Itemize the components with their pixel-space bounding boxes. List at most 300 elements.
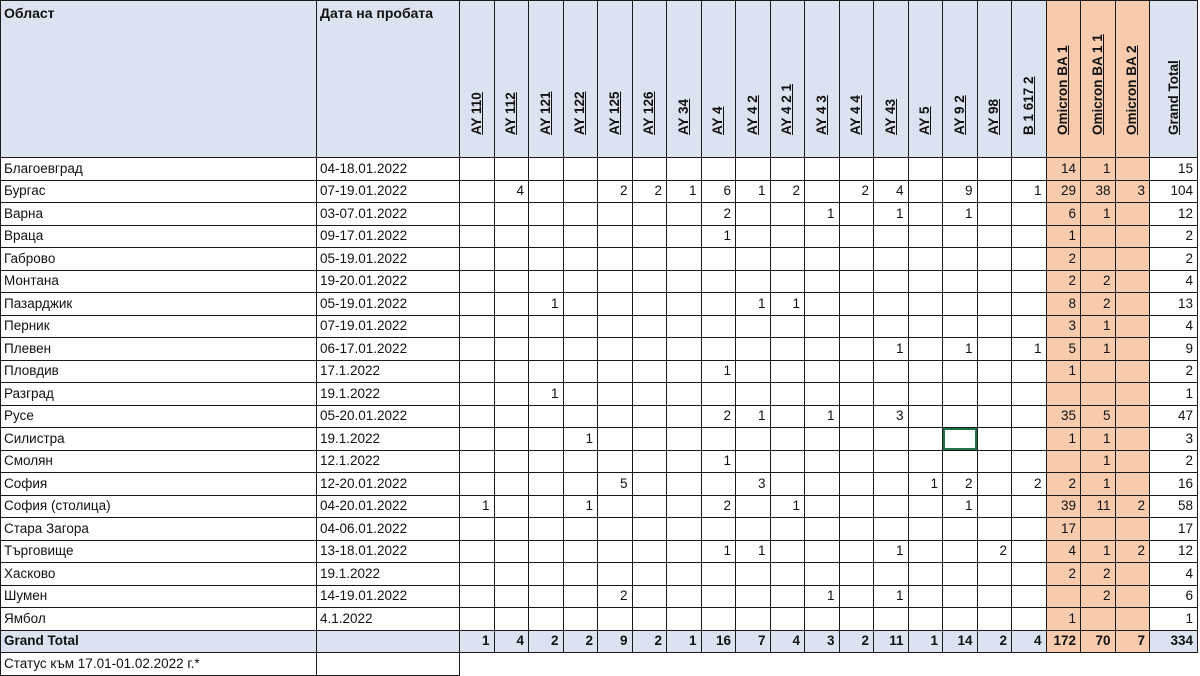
count-cell[interactable] xyxy=(632,203,667,226)
count-cell[interactable]: 1 xyxy=(563,495,598,518)
count-cell[interactable] xyxy=(805,248,840,271)
count-cell[interactable] xyxy=(874,495,909,518)
count-cell[interactable] xyxy=(460,315,495,338)
count-cell[interactable] xyxy=(598,405,633,428)
count-cell[interactable] xyxy=(632,270,667,293)
count-cell[interactable] xyxy=(977,608,1012,631)
count-cell[interactable] xyxy=(667,315,702,338)
count-cell[interactable] xyxy=(943,518,978,541)
count-cell[interactable] xyxy=(839,383,874,406)
count-cell[interactable] xyxy=(460,293,495,316)
count-cell[interactable] xyxy=(494,450,529,473)
count-cell[interactable] xyxy=(632,360,667,383)
count-cell[interactable] xyxy=(977,383,1012,406)
count-cell[interactable] xyxy=(598,608,633,631)
count-cell[interactable]: 1 xyxy=(1081,338,1116,361)
count-cell[interactable] xyxy=(736,518,771,541)
count-cell[interactable] xyxy=(805,383,840,406)
grand-total-cell[interactable]: 334 xyxy=(1150,630,1198,653)
region-cell[interactable]: Монтана xyxy=(1,270,317,293)
count-cell[interactable] xyxy=(529,473,564,496)
count-cell[interactable]: 2 xyxy=(1046,248,1081,271)
variant-header[interactable] xyxy=(770,1,805,158)
count-cell[interactable] xyxy=(632,473,667,496)
count-cell[interactable]: 9 xyxy=(943,180,978,203)
count-cell[interactable]: 1 xyxy=(460,495,495,518)
count-cell[interactable] xyxy=(460,270,495,293)
date-cell[interactable]: 09-17.01.2022 xyxy=(317,225,460,248)
count-cell[interactable] xyxy=(494,383,529,406)
count-cell[interactable]: 1 xyxy=(1081,540,1116,563)
grand-total-cell[interactable]: 58 xyxy=(1150,495,1198,518)
count-cell[interactable]: 35 xyxy=(1046,405,1081,428)
count-cell[interactable]: 3 xyxy=(1115,180,1150,203)
count-cell[interactable] xyxy=(805,315,840,338)
count-cell[interactable] xyxy=(805,540,840,563)
count-cell[interactable] xyxy=(667,563,702,586)
count-cell[interactable] xyxy=(736,585,771,608)
count-cell[interactable] xyxy=(908,203,943,226)
count-cell[interactable]: 14 xyxy=(1046,158,1081,181)
count-cell[interactable] xyxy=(874,270,909,293)
count-cell[interactable]: 1 xyxy=(1081,450,1116,473)
count-cell[interactable] xyxy=(1115,473,1150,496)
count-cell[interactable] xyxy=(977,225,1012,248)
count-cell[interactable] xyxy=(874,315,909,338)
count-cell[interactable] xyxy=(632,338,667,361)
count-cell[interactable] xyxy=(460,248,495,271)
count-cell[interactable]: 1 xyxy=(874,540,909,563)
count-cell[interactable] xyxy=(874,450,909,473)
date-cell[interactable]: 05-19.01.2022 xyxy=(317,293,460,316)
count-cell[interactable]: 2 xyxy=(1115,540,1150,563)
count-cell[interactable] xyxy=(874,225,909,248)
variant-header[interactable] xyxy=(874,1,909,158)
count-cell[interactable]: 2 xyxy=(943,473,978,496)
count-cell[interactable] xyxy=(667,248,702,271)
count-cell[interactable] xyxy=(943,450,978,473)
count-cell[interactable]: 2 xyxy=(1081,585,1116,608)
count-cell[interactable] xyxy=(908,585,943,608)
region-cell[interactable]: Ямбол xyxy=(1,608,317,631)
count-cell[interactable] xyxy=(908,270,943,293)
count-cell[interactable] xyxy=(494,428,529,451)
count-cell[interactable] xyxy=(805,338,840,361)
date-cell[interactable]: 04-20.01.2022 xyxy=(317,495,460,518)
count-cell[interactable]: 9 xyxy=(598,630,633,653)
count-cell[interactable]: 1 xyxy=(701,450,736,473)
count-cell[interactable] xyxy=(770,270,805,293)
count-cell[interactable] xyxy=(908,225,943,248)
count-cell[interactable] xyxy=(977,405,1012,428)
count-cell[interactable] xyxy=(494,608,529,631)
variant-header[interactable] xyxy=(494,1,529,158)
count-cell[interactable] xyxy=(839,225,874,248)
count-cell[interactable] xyxy=(1115,225,1150,248)
count-cell[interactable]: 5 xyxy=(1046,338,1081,361)
count-cell[interactable] xyxy=(701,563,736,586)
count-cell[interactable]: 1 xyxy=(1081,203,1116,226)
count-cell[interactable] xyxy=(494,540,529,563)
region-cell[interactable]: Перник xyxy=(1,315,317,338)
count-cell[interactable]: 1 xyxy=(667,630,702,653)
count-cell[interactable]: 39 xyxy=(1046,495,1081,518)
count-cell[interactable] xyxy=(839,293,874,316)
count-cell[interactable] xyxy=(667,450,702,473)
count-cell[interactable] xyxy=(563,293,598,316)
count-cell[interactable] xyxy=(563,360,598,383)
count-cell[interactable] xyxy=(943,405,978,428)
count-cell[interactable] xyxy=(943,383,978,406)
count-cell[interactable] xyxy=(736,158,771,181)
count-cell[interactable] xyxy=(805,360,840,383)
count-cell[interactable]: 2 xyxy=(1115,495,1150,518)
count-cell[interactable] xyxy=(460,540,495,563)
count-cell[interactable]: 2 xyxy=(1046,270,1081,293)
count-cell[interactable] xyxy=(563,518,598,541)
count-cell[interactable]: 3 xyxy=(736,473,771,496)
region-cell[interactable]: Враца xyxy=(1,225,317,248)
region-cell[interactable]: Плевен xyxy=(1,338,317,361)
count-cell[interactable] xyxy=(977,563,1012,586)
count-cell[interactable]: 1 xyxy=(701,225,736,248)
count-cell[interactable] xyxy=(563,540,598,563)
count-cell[interactable] xyxy=(632,383,667,406)
grand-total-cell[interactable]: 6 xyxy=(1150,585,1198,608)
count-cell[interactable]: 1 xyxy=(701,540,736,563)
count-cell[interactable] xyxy=(632,248,667,271)
count-cell[interactable] xyxy=(736,360,771,383)
count-cell[interactable] xyxy=(908,405,943,428)
count-cell[interactable]: 2 xyxy=(770,180,805,203)
count-cell[interactable]: 1 xyxy=(736,540,771,563)
count-cell[interactable] xyxy=(770,428,805,451)
count-cell[interactable] xyxy=(1115,563,1150,586)
count-cell[interactable] xyxy=(874,608,909,631)
count-cell[interactable] xyxy=(632,450,667,473)
count-cell[interactable] xyxy=(563,473,598,496)
count-cell[interactable] xyxy=(839,563,874,586)
count-cell[interactable]: 1 xyxy=(874,203,909,226)
count-cell[interactable] xyxy=(1115,360,1150,383)
count-cell[interactable]: 2 xyxy=(701,405,736,428)
count-cell[interactable]: 1 xyxy=(805,405,840,428)
count-cell[interactable] xyxy=(977,248,1012,271)
count-cell[interactable] xyxy=(770,360,805,383)
count-cell[interactable] xyxy=(1012,563,1047,586)
count-cell[interactable] xyxy=(494,315,529,338)
count-cell[interactable] xyxy=(977,180,1012,203)
count-cell[interactable]: 2 xyxy=(1046,563,1081,586)
count-cell[interactable] xyxy=(874,473,909,496)
variant-header[interactable] xyxy=(460,1,495,158)
count-cell[interactable]: 2 xyxy=(1081,563,1116,586)
count-cell[interactable] xyxy=(1012,608,1047,631)
variant-header[interactable] xyxy=(1046,1,1081,158)
count-cell[interactable]: 1 xyxy=(1081,428,1116,451)
count-cell[interactable] xyxy=(839,518,874,541)
count-cell[interactable]: 70 xyxy=(1081,630,1116,653)
region-cell[interactable]: Благоевград xyxy=(1,158,317,181)
count-cell[interactable] xyxy=(770,405,805,428)
grand-total-cell[interactable]: 2 xyxy=(1150,248,1198,271)
grand-total-cell[interactable]: 4 xyxy=(1150,315,1198,338)
count-cell[interactable] xyxy=(977,450,1012,473)
count-cell[interactable] xyxy=(667,270,702,293)
count-cell[interactable] xyxy=(736,383,771,406)
count-cell[interactable] xyxy=(667,473,702,496)
count-cell[interactable] xyxy=(839,270,874,293)
count-cell[interactable] xyxy=(494,203,529,226)
count-cell[interactable] xyxy=(667,585,702,608)
count-cell[interactable] xyxy=(1115,338,1150,361)
count-cell[interactable] xyxy=(1115,293,1150,316)
count-cell[interactable] xyxy=(529,180,564,203)
count-cell[interactable] xyxy=(736,338,771,361)
count-cell[interactable] xyxy=(839,585,874,608)
grand-total-cell[interactable]: 104 xyxy=(1150,180,1198,203)
count-cell[interactable] xyxy=(529,563,564,586)
count-cell[interactable]: 2 xyxy=(1081,293,1116,316)
count-cell[interactable] xyxy=(529,315,564,338)
count-cell[interactable] xyxy=(632,428,667,451)
count-cell[interactable] xyxy=(563,203,598,226)
count-cell[interactable] xyxy=(598,540,633,563)
count-cell[interactable] xyxy=(839,405,874,428)
count-cell[interactable]: 38 xyxy=(1081,180,1116,203)
count-cell[interactable]: 1 xyxy=(943,338,978,361)
count-cell[interactable]: 1 xyxy=(1081,315,1116,338)
count-cell[interactable] xyxy=(874,563,909,586)
count-cell[interactable] xyxy=(736,270,771,293)
count-cell[interactable] xyxy=(805,158,840,181)
count-cell[interactable] xyxy=(943,270,978,293)
grand-total-label[interactable]: Grand Total xyxy=(1,630,317,653)
count-cell[interactable] xyxy=(460,428,495,451)
count-cell[interactable]: 2 xyxy=(598,585,633,608)
date-cell[interactable]: 17.1.2022 xyxy=(317,360,460,383)
count-cell[interactable]: 3 xyxy=(805,630,840,653)
count-cell[interactable] xyxy=(460,180,495,203)
count-cell[interactable]: 2 xyxy=(1046,473,1081,496)
count-cell[interactable] xyxy=(563,450,598,473)
count-cell[interactable] xyxy=(598,428,633,451)
count-cell[interactable]: 4 xyxy=(874,180,909,203)
region-cell[interactable]: Търговище xyxy=(1,540,317,563)
count-cell[interactable] xyxy=(701,270,736,293)
date-cell[interactable]: 05-19.01.2022 xyxy=(317,248,460,271)
count-cell[interactable] xyxy=(805,270,840,293)
count-cell[interactable] xyxy=(874,428,909,451)
count-cell[interactable] xyxy=(529,270,564,293)
count-cell[interactable] xyxy=(598,360,633,383)
count-cell[interactable] xyxy=(839,450,874,473)
count-cell[interactable] xyxy=(529,158,564,181)
count-cell[interactable] xyxy=(770,563,805,586)
count-cell[interactable] xyxy=(598,293,633,316)
count-cell[interactable] xyxy=(1081,225,1116,248)
count-cell[interactable] xyxy=(736,608,771,631)
date-cell[interactable]: 05-20.01.2022 xyxy=(317,405,460,428)
variant-header[interactable] xyxy=(736,1,771,158)
count-cell[interactable] xyxy=(598,203,633,226)
count-cell[interactable] xyxy=(908,383,943,406)
grand-total-cell[interactable]: 4 xyxy=(1150,270,1198,293)
variant-header[interactable] xyxy=(667,1,702,158)
count-cell[interactable] xyxy=(1012,495,1047,518)
count-cell[interactable]: 29 xyxy=(1046,180,1081,203)
date-cell[interactable]: 19.1.2022 xyxy=(317,563,460,586)
count-cell[interactable] xyxy=(1012,203,1047,226)
count-cell[interactable] xyxy=(977,428,1012,451)
count-cell[interactable] xyxy=(701,315,736,338)
count-cell[interactable] xyxy=(736,450,771,473)
count-cell[interactable] xyxy=(874,383,909,406)
count-cell[interactable] xyxy=(529,360,564,383)
count-cell[interactable] xyxy=(1081,383,1116,406)
grand-total-cell[interactable]: 3 xyxy=(1150,428,1198,451)
count-cell[interactable] xyxy=(1012,518,1047,541)
count-cell[interactable] xyxy=(598,158,633,181)
count-cell[interactable] xyxy=(977,315,1012,338)
count-cell[interactable]: 4 xyxy=(770,630,805,653)
count-cell[interactable] xyxy=(908,360,943,383)
count-cell[interactable]: 2 xyxy=(529,630,564,653)
count-cell[interactable] xyxy=(667,225,702,248)
count-cell[interactable] xyxy=(667,405,702,428)
count-cell[interactable] xyxy=(460,450,495,473)
count-cell[interactable] xyxy=(632,518,667,541)
count-cell[interactable]: 7 xyxy=(736,630,771,653)
region-cell[interactable]: Пловдив xyxy=(1,360,317,383)
count-cell[interactable] xyxy=(770,383,805,406)
region-cell[interactable]: Разград xyxy=(1,383,317,406)
count-cell[interactable] xyxy=(529,585,564,608)
count-cell[interactable]: 2 xyxy=(701,495,736,518)
grand-total-cell[interactable]: 9 xyxy=(1150,338,1198,361)
count-cell[interactable] xyxy=(701,293,736,316)
count-cell[interactable] xyxy=(460,585,495,608)
region-cell[interactable]: София xyxy=(1,473,317,496)
count-cell[interactable] xyxy=(770,225,805,248)
count-cell[interactable] xyxy=(598,450,633,473)
count-cell[interactable]: 1 xyxy=(667,180,702,203)
count-cell[interactable]: 1 xyxy=(1081,158,1116,181)
grand-total-cell[interactable]: 17 xyxy=(1150,518,1198,541)
count-cell[interactable] xyxy=(839,428,874,451)
grand-total-cell[interactable]: 15 xyxy=(1150,158,1198,181)
count-cell[interactable] xyxy=(874,518,909,541)
count-cell[interactable]: 7 xyxy=(1115,630,1150,653)
count-cell[interactable] xyxy=(598,495,633,518)
count-cell[interactable] xyxy=(839,360,874,383)
count-cell[interactable] xyxy=(1115,383,1150,406)
count-cell[interactable]: 1 xyxy=(1046,225,1081,248)
count-cell[interactable] xyxy=(977,473,1012,496)
count-cell[interactable] xyxy=(494,360,529,383)
count-cell[interactable] xyxy=(494,270,529,293)
count-cell[interactable] xyxy=(943,248,978,271)
variant-header[interactable] xyxy=(701,1,736,158)
count-cell[interactable] xyxy=(494,585,529,608)
count-cell[interactable]: 1 xyxy=(1046,360,1081,383)
count-cell[interactable] xyxy=(1115,270,1150,293)
count-cell[interactable]: 3 xyxy=(874,405,909,428)
count-cell[interactable]: 1 xyxy=(874,585,909,608)
count-cell[interactable] xyxy=(460,383,495,406)
count-cell[interactable] xyxy=(494,405,529,428)
count-cell[interactable] xyxy=(1115,428,1150,451)
count-cell[interactable] xyxy=(1115,405,1150,428)
count-cell[interactable] xyxy=(1115,158,1150,181)
count-cell[interactable]: 1 xyxy=(529,383,564,406)
grand-total-cell[interactable]: 13 xyxy=(1150,293,1198,316)
count-cell[interactable] xyxy=(908,338,943,361)
count-cell[interactable] xyxy=(529,225,564,248)
count-cell[interactable] xyxy=(805,563,840,586)
count-cell[interactable] xyxy=(805,180,840,203)
date-cell[interactable]: 19.1.2022 xyxy=(317,383,460,406)
count-cell[interactable] xyxy=(632,585,667,608)
count-cell[interactable] xyxy=(701,428,736,451)
count-cell[interactable] xyxy=(977,203,1012,226)
count-cell[interactable] xyxy=(736,315,771,338)
count-cell[interactable] xyxy=(632,315,667,338)
count-cell[interactable]: 2 xyxy=(977,540,1012,563)
count-cell[interactable] xyxy=(839,158,874,181)
count-cell[interactable] xyxy=(977,585,1012,608)
date-cell[interactable]: 04-06.01.2022 xyxy=(317,518,460,541)
grand-total-cell[interactable]: 16 xyxy=(1150,473,1198,496)
count-cell[interactable] xyxy=(908,315,943,338)
count-cell[interactable] xyxy=(667,608,702,631)
count-cell[interactable] xyxy=(494,293,529,316)
count-cell[interactable] xyxy=(805,608,840,631)
count-cell[interactable]: 1 xyxy=(908,630,943,653)
count-cell[interactable] xyxy=(460,158,495,181)
count-cell[interactable]: 6 xyxy=(701,180,736,203)
count-cell[interactable] xyxy=(563,180,598,203)
count-cell[interactable] xyxy=(874,248,909,271)
count-cell[interactable]: 4 xyxy=(1046,540,1081,563)
count-cell[interactable] xyxy=(1012,360,1047,383)
count-cell[interactable] xyxy=(736,248,771,271)
count-cell[interactable] xyxy=(770,608,805,631)
date-cell[interactable]: 07-19.01.2022 xyxy=(317,315,460,338)
count-cell[interactable] xyxy=(667,540,702,563)
region-cell[interactable]: Пазарджик xyxy=(1,293,317,316)
count-cell[interactable]: 2 xyxy=(632,630,667,653)
count-cell[interactable]: 17 xyxy=(1046,518,1081,541)
count-cell[interactable] xyxy=(563,248,598,271)
count-cell[interactable] xyxy=(1012,270,1047,293)
count-cell[interactable] xyxy=(1046,585,1081,608)
count-cell[interactable] xyxy=(908,540,943,563)
count-cell[interactable] xyxy=(805,518,840,541)
count-cell[interactable]: 2 xyxy=(839,630,874,653)
count-cell[interactable] xyxy=(529,608,564,631)
region-cell[interactable]: Русе xyxy=(1,405,317,428)
count-cell[interactable] xyxy=(1115,315,1150,338)
count-cell[interactable] xyxy=(805,473,840,496)
count-cell[interactable] xyxy=(839,473,874,496)
count-cell[interactable] xyxy=(494,473,529,496)
count-cell[interactable]: 2 xyxy=(977,630,1012,653)
count-cell[interactable] xyxy=(1081,248,1116,271)
variant-header[interactable] xyxy=(598,1,633,158)
region-cell[interactable]: Габрово xyxy=(1,248,317,271)
count-cell[interactable]: 3 xyxy=(1046,315,1081,338)
